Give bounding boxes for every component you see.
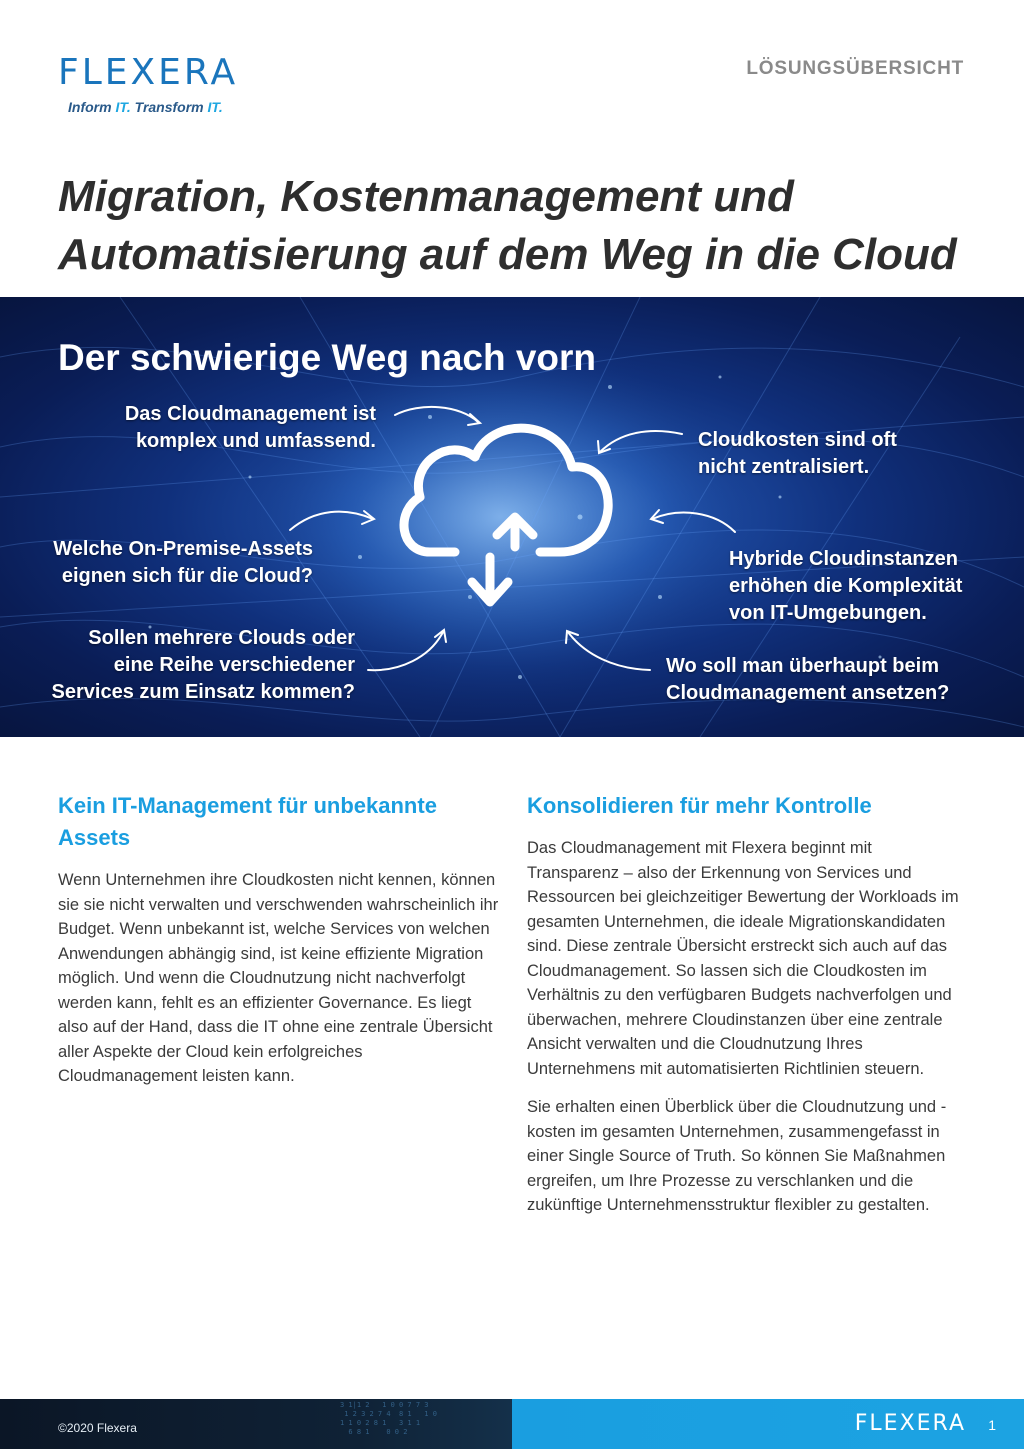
flexera-logo bbox=[58, 52, 258, 125]
page-footer bbox=[0, 1399, 1024, 1449]
footer-logo: FLEXERA bbox=[854, 1411, 966, 1436]
arrow-top-left bbox=[395, 407, 478, 422]
page-title bbox=[58, 168, 978, 284]
left-column-heading: Kein IT-Management für unbekannte Assets bbox=[58, 793, 437, 850]
left-column-paragraph: Wenn Unternehmen ihre Cloudkosten nicht kennen, können sie sie nicht verwalten und verschwenden wahrscheinlich ihr Budget. Wenn unbekannt ist, welche Services von welchen Anwendungen abhängig sind, ist keine effiziente Migration möglich. Und wenn die Cloudnutzung nicht nachverfolgt werden kann, fehlt es an effizienter Governance. Es liegt also auf der Hand, dass die IT ohne eine zentrale Übersicht aller Aspekte der Cloud kein erfolgreiches Cloudmanagement leisten kann. bbox=[58, 871, 499, 1085]
arrow-top-right bbox=[600, 431, 682, 452]
callout-on-premise-assets: Welche On-Premise-Assets eignen sich für die Cloud? bbox=[53, 538, 313, 587]
logo-wordmark: FLEXERA bbox=[58, 52, 239, 93]
callout-multiple-clouds: Sollen mehrere Clouds oder eine Reihe verschiedener Services zum Einsatz kommen? bbox=[51, 627, 355, 703]
hero-heading: Der schwierige Weg nach vorn bbox=[58, 337, 597, 378]
arrow-bottom-right bbox=[568, 632, 650, 670]
callout-where-to-start: Wo soll man überhaupt beim Cloudmanagement ansetzen? bbox=[666, 655, 950, 704]
tagline-it2: IT. bbox=[207, 99, 223, 115]
tagline-part1: Inform bbox=[68, 99, 116, 115]
logo-tagline bbox=[58, 99, 258, 115]
arrow-bottom-left bbox=[368, 632, 443, 670]
right-column-paragraph-2: Sie erhalten einen Überblick über die Cloudnutzung und -kosten im gesamten Unternehmen, zusammengefasst in einer Single Source of Truth. So können Sie Maßnahmen ergreifen, um Ihre Prozesse zu verschlanken und die zukünftige Unternehmensstruktur flexibler zu gestalten. bbox=[527, 1098, 947, 1214]
tagline-it1: IT. bbox=[115, 99, 131, 115]
footer-digit-pattern: 3 1|1 2 1 0 0 7 7 3 1 2 3 2 7 4 8 1 1 0 1 1 0 2 8 1 3 1 1 6 8 1 0 0 2 bbox=[340, 1401, 437, 1436]
document-type-label: LÖSUNGSÜBERSICHT bbox=[746, 58, 964, 79]
footer-copyright: ©2020 Flexera bbox=[58, 1421, 137, 1435]
right-column-heading: Konsolidieren für mehr Kontrolle bbox=[527, 793, 872, 818]
callout-cloud-complexity: Das Cloudmanagement ist komplex und umfassend. bbox=[124, 403, 376, 452]
tagline-part2: Transform bbox=[130, 99, 208, 115]
title-line-2: Automatisierung auf dem Weg in die Cloud bbox=[58, 230, 957, 279]
right-column bbox=[527, 790, 967, 1232]
arrow-mid-right bbox=[652, 513, 735, 532]
callout-cloud-costs: Cloudkosten sind oft nicht zentralisiert. bbox=[698, 429, 897, 478]
right-column-paragraph-1: Das Cloudmanagement mit Flexera beginnt mit Transparenz – also der Erkennung von Services und Ressourcen bei gleichzeitiger Bewertung der Workloads im gesamten Unternehmen, die ideale Migrationskandidaten sind. Diese zentrale Übersicht erstreckt sich auch auf das Cloudmanagement. So lassen sich die Cloudkosten im Verhältnis zu den verfügbaren Budgets nachverfolgen und überwachen, mehrere Cloudinstanzen über eine zentrale Ansicht verwalten und die Cloudnutzung Ihres Unternehmens mit automatisierten Richtlinien steuern. bbox=[527, 839, 959, 1078]
title-line-1: Migration, Kostenmanagement und bbox=[58, 172, 794, 221]
callout-hybrid-instances: Hybride Cloudinstanzen erhöhen die Komplexität von IT-Umgebungen. bbox=[729, 548, 963, 624]
arrow-mid-left bbox=[290, 512, 373, 530]
left-column bbox=[58, 790, 503, 1103]
page-number: 1 bbox=[988, 1417, 996, 1433]
hero-banner bbox=[0, 297, 1024, 737]
